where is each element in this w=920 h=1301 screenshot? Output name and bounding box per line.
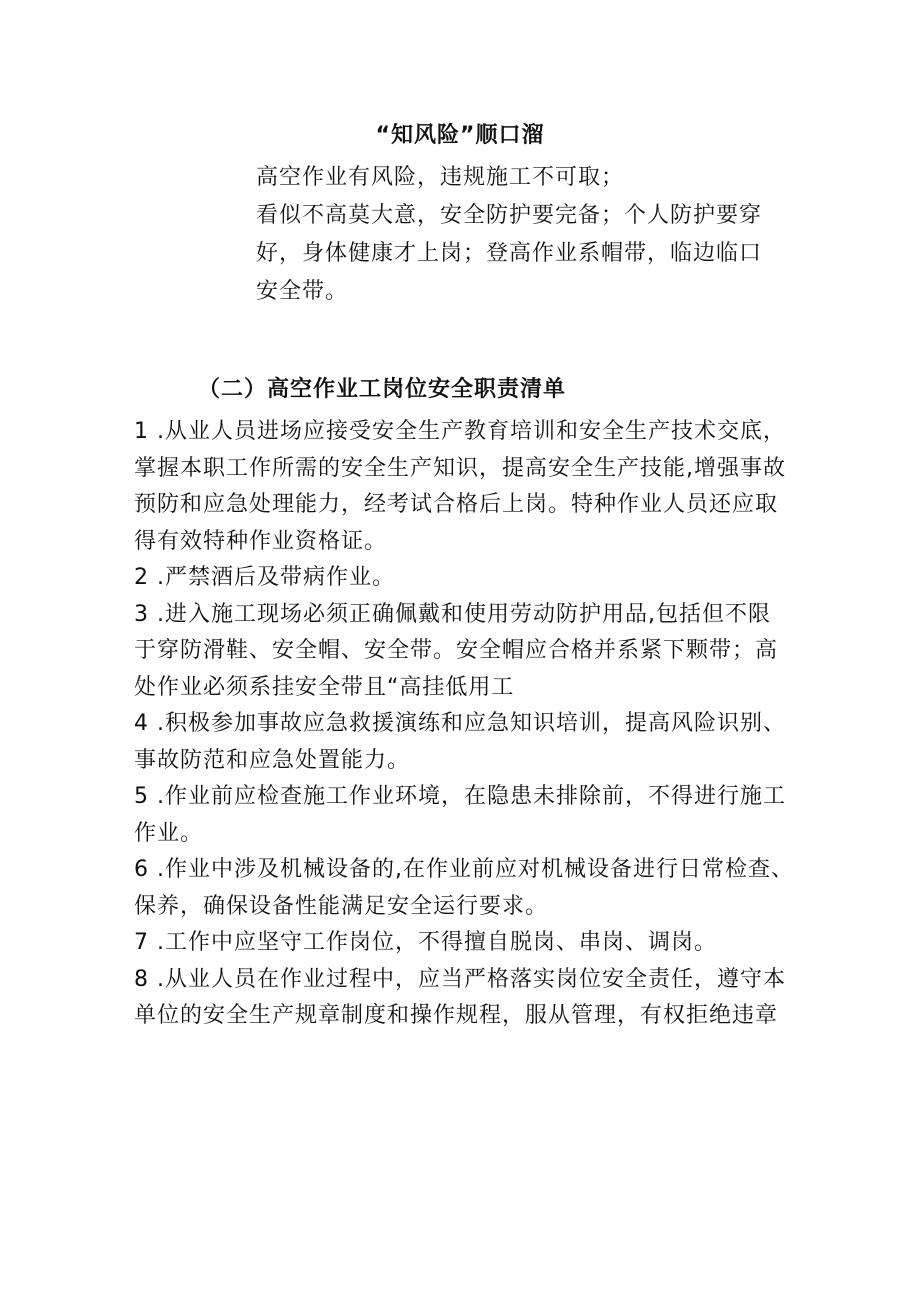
duty-line: 预防和应急处理能力，经考试合格后上岗。特种作业人员还应取: [134, 492, 779, 517]
duty-item-1: [134, 414, 794, 560]
duty-line: 2 .严禁酒后及带病作业。: [134, 565, 395, 590]
duty-line: 事故防范和应急处置能力。: [134, 747, 411, 773]
duty-line: 作业。: [134, 820, 204, 846]
duty-line: 保养，确保设备性能满足安全运行要求。: [134, 893, 549, 919]
duty-line: 1 .从业人员进场应接受安全生产教育培训和安全生产技术交底，: [134, 419, 786, 444]
duty-line: 5 .作业前应检查施工作业环境，在隐患未排除前，不得进行施工: [134, 784, 786, 809]
duty-item-4: [134, 706, 794, 779]
duty-line: 7 .工作中应坚守工作岗位，不得擅自脱岗、串岗、调岗。: [134, 930, 717, 955]
rhyme-line: 好，身体健康才上岗；登高作业系帽带，临边临口: [256, 241, 763, 266]
duty-line: 单位的安全生产规章制度和操作规程，服从管理，有权拒绝违章: [134, 1003, 779, 1028]
rhyme-line: 看似不高莫大意，安全防护要完备；个人防护要穿: [256, 203, 763, 228]
duty-item-3: [134, 597, 794, 707]
duty-line: 于穿防滑鞋、安全帽、安全带。安全帽应合格并系紧下颗带；高: [134, 638, 779, 663]
duty-line: 4 .积极参加事故应急救援演练和应急知识培训，提高风险识别、: [134, 711, 786, 736]
duty-line: 处作业必须系挂安全带且“高挂低用工: [134, 674, 515, 700]
rhyme-line: 安全带。: [256, 279, 349, 304]
rhyme-body: [256, 160, 776, 310]
duty-list: [134, 414, 794, 1035]
rhyme-title: “知风险”顺口溜: [375, 123, 545, 148]
duty-item-7: [134, 925, 794, 962]
duty-item-6: [134, 852, 794, 925]
duty-line: 8 .从业人员在作业过程中，应当严格落实岗位安全责任，遵守本: [134, 966, 786, 992]
duty-item-2: [134, 560, 794, 597]
rhyme-line: 高空作业有风险，违规施工不可取；: [256, 165, 625, 190]
section-heading: （二）高空作业工岗位安全职责清单: [198, 377, 567, 402]
duty-line: 6 .作业中涉及机械设备的,在作业前应对机械设备进行日常检查、: [134, 857, 794, 882]
duty-item-5: [134, 779, 794, 852]
duty-line: 得有效特种作业资格证。: [134, 528, 388, 554]
duty-line: 掌握本职工作所需的安全生产知识，提高安全生产技能,增强事故: [134, 455, 786, 481]
duty-line: 3 .进入施工现场必须正确佩戴和使用劳动防护用品,包括但不限: [134, 601, 771, 627]
duty-item-8: [134, 962, 794, 1035]
